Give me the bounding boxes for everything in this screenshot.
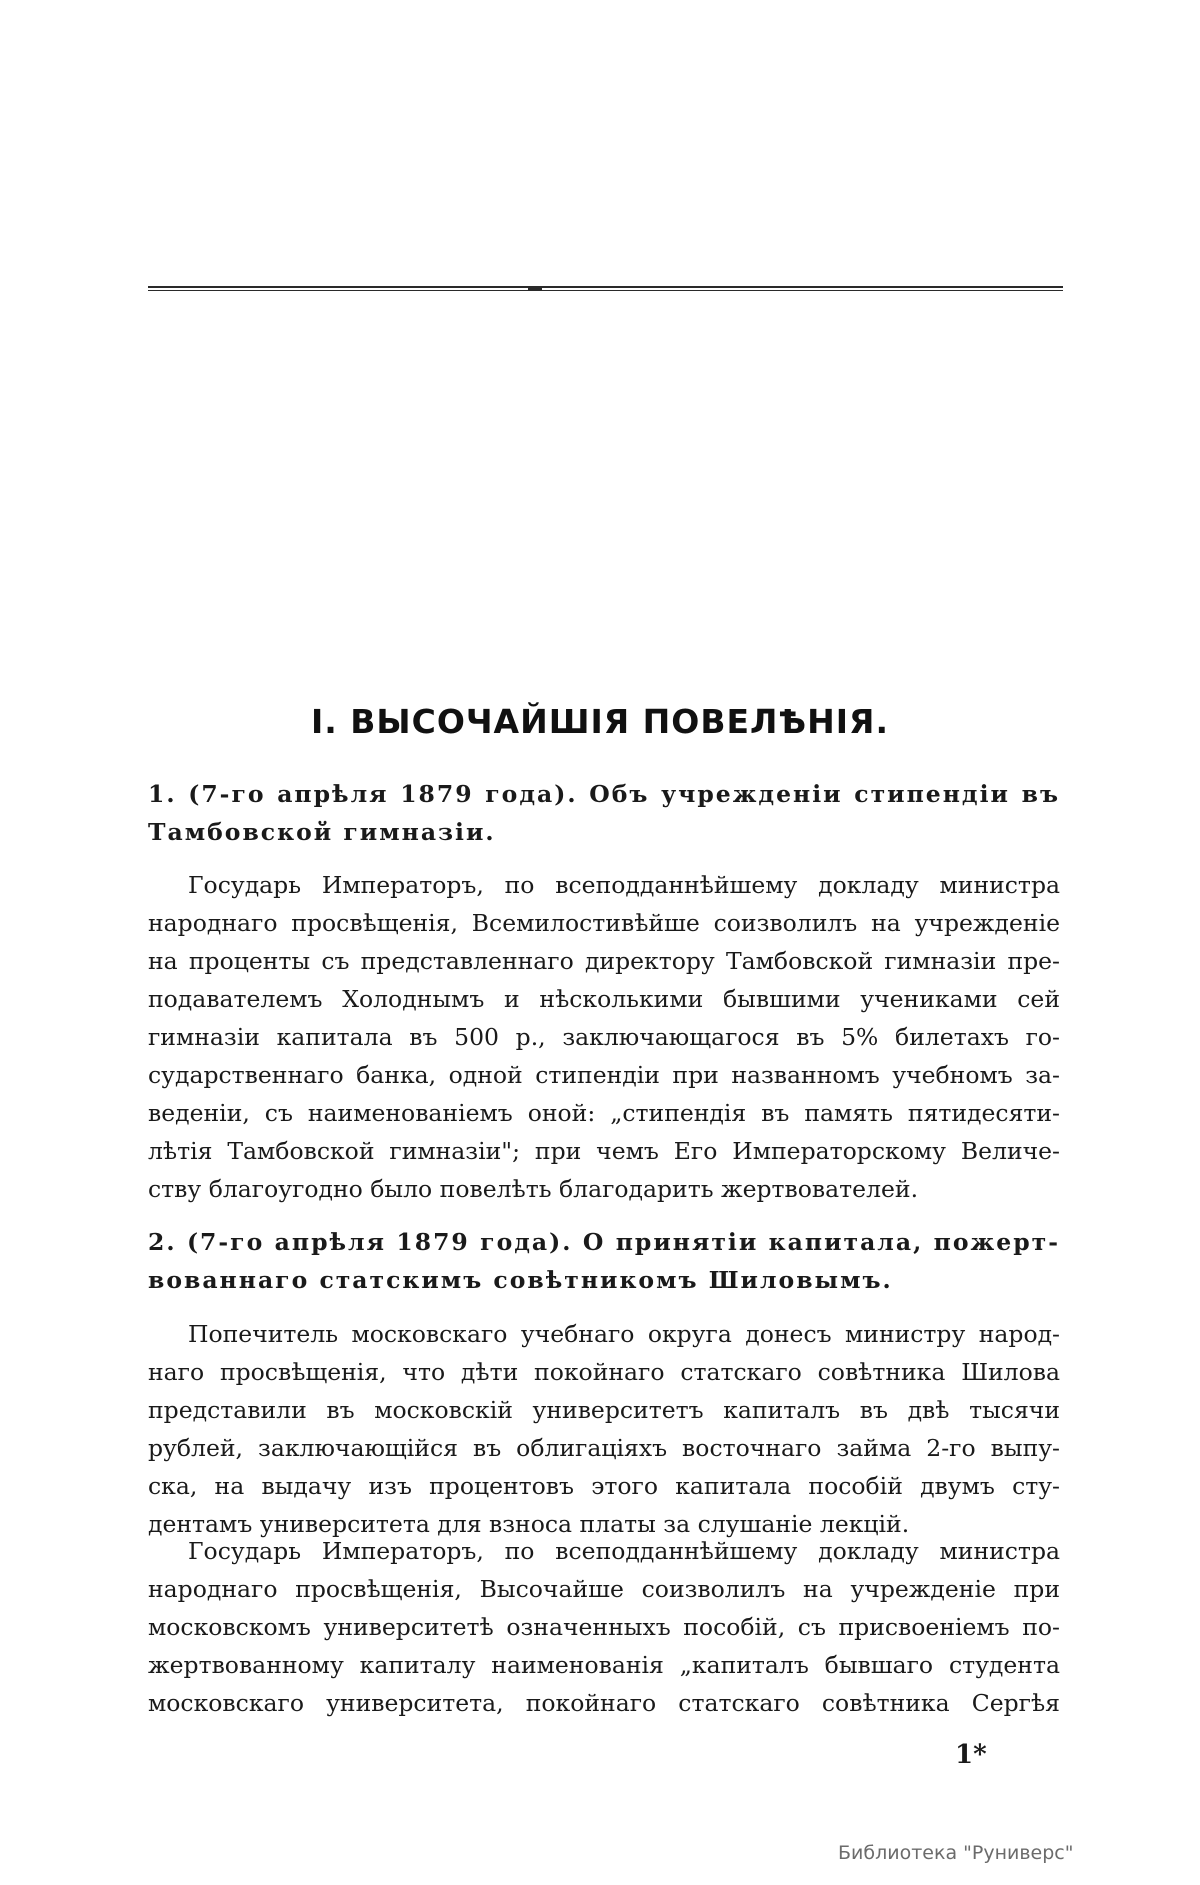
text-line: гимназіи капитала въ 500 р., заключающагося въ 5% билетахъ го- [148, 1023, 1060, 1051]
paragraph-1 [148, 866, 1060, 1208]
section-1-heading-line: Тамбовской гимназіи. [148, 818, 496, 846]
text-line: на проценты съ представленнаго директору Тамбовской гимназіи пре- [148, 947, 1060, 975]
text-line: ству благоугодно было повелѣть благодарить жертвователей. [148, 1175, 919, 1203]
text-line: народнаго просвѣщенія, Высочайше соизволилъ на учрежденіе при [148, 1575, 1060, 1603]
text-line: народнаго просвѣщенія, Всемилостивѣйше соизволилъ на учрежденіе [148, 909, 1060, 937]
section-1-heading [148, 775, 1060, 851]
text-line: дентамъ университета для взноса платы за слушаніе лекцій. [148, 1510, 910, 1538]
text-line: Попечитель московскаго учебнаго округа донесъ министру народ- [188, 1320, 1060, 1348]
text-line: московскаго университета, покойнаго статскаго совѣтника Сергѣя [148, 1689, 1060, 1717]
text-line: наго просвѣщенія, что дѣти покойнаго статскаго совѣтника Шилова [148, 1358, 1060, 1386]
text-line: жертвованному капиталу наименованія „капиталъ бывшаго студента [148, 1651, 1060, 1679]
text-line: подавателемъ Холоднымъ и нѣсколькими бывшими учениками сей [148, 985, 1060, 1013]
section-2-heading-line: вованнаго статскимъ совѣтникомъ Шиловымъ. [148, 1266, 893, 1294]
section-2-heading-line: 2. (7-го апрѣля 1879 года). О принятіи капитала, пожерт- [148, 1228, 1060, 1256]
paragraph-2 [148, 1315, 1060, 1543]
text-line: Государь Императоръ, по всеподданнѣйшему докладу министра [188, 1537, 1060, 1565]
page-title: I. ВЫСОЧАЙШІЯ ПОВЕЛѢНІЯ. [310, 702, 890, 741]
text-line: Государь Императоръ, по всеподданнѣйшему докладу министра [188, 871, 1060, 899]
library-watermark: Библиотека "Руниверс" [838, 1842, 1074, 1864]
section-2-heading [148, 1223, 1060, 1299]
page-number: 1* [955, 1740, 987, 1770]
text-line: московскомъ университетѣ означенныхъ пособій, съ присвоеніемъ по- [148, 1613, 1060, 1641]
text-line: веденіи, съ наименованіемъ оной: „стипендія въ память пятидесяти- [148, 1099, 1060, 1127]
top-rule [148, 286, 1063, 291]
paragraph-3 [148, 1532, 1060, 1722]
text-line: ска, на выдачу изъ процентовъ этого капитала пособій двумъ сту- [148, 1472, 1060, 1500]
text-line: рублей, заключающійся въ облигаціяхъ восточнаго займа 2-го выпу- [148, 1434, 1060, 1462]
text-line: представили въ московскій университетъ капиталъ въ двѣ тысячи [148, 1396, 1060, 1424]
text-line: сударственнаго банка, одной стипендіи при названномъ учебномъ за- [148, 1061, 1060, 1089]
text-line: лѣтія Тамбовской гимназіи"; при чемъ Его Императорскому Величе- [148, 1137, 1060, 1165]
section-1-heading-line: 1. (7-го апрѣля 1879 года). Объ учрежденіи стипендіи въ [148, 780, 1060, 808]
rule-ornament [528, 280, 542, 290]
